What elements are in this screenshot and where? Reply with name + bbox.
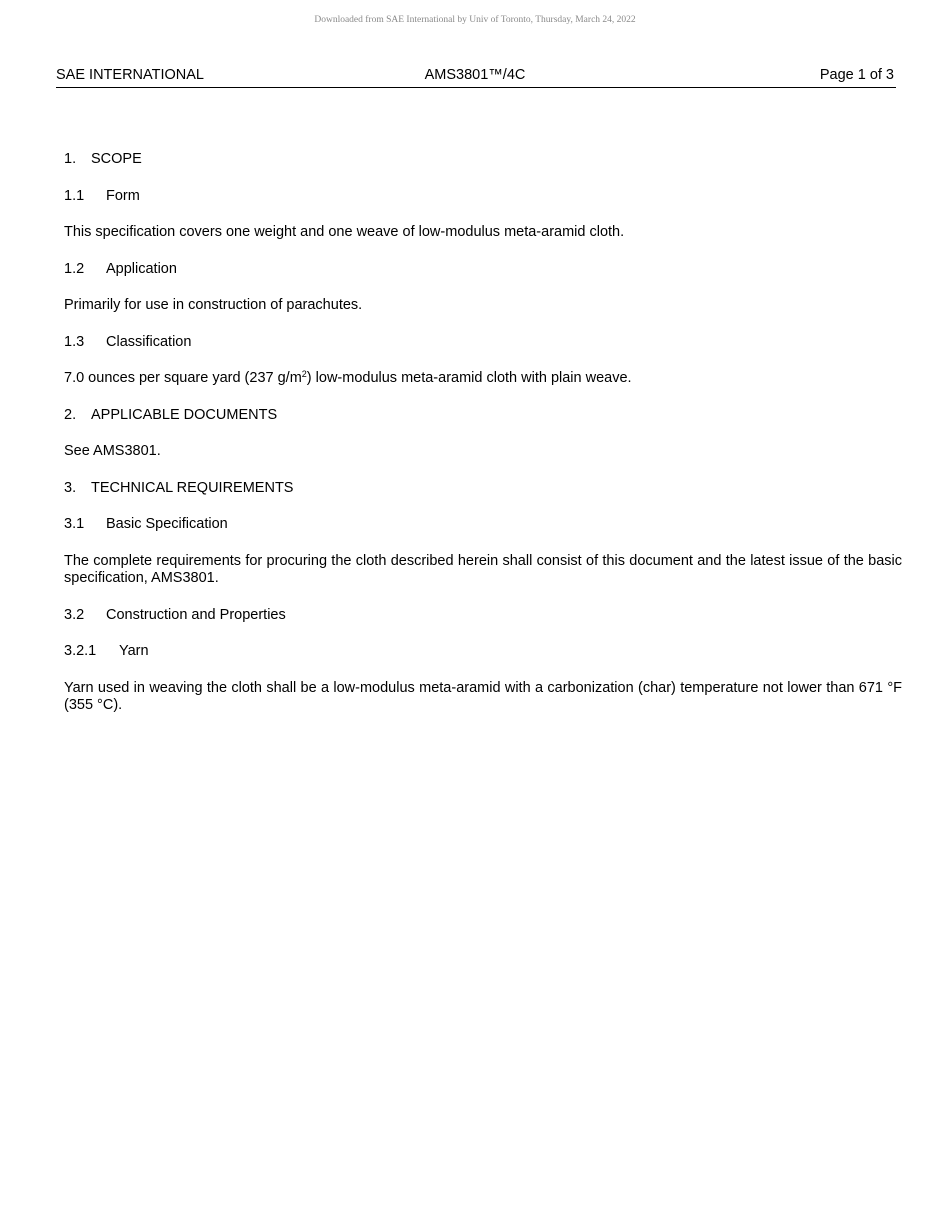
section-title: Classification [106, 333, 192, 350]
paragraph-form: This specification covers one weight and one weave of low-modulus meta-aramid cloth. [64, 224, 625, 240]
section-heading-yarn [64, 643, 902, 661]
document-number: AMS3801™/4C [424, 67, 526, 83]
section-number: 1.3 [64, 333, 85, 350]
superscript-exponent: 2 [301, 369, 307, 379]
section-heading-technical-requirements [64, 480, 902, 498]
publisher-name: SAE INTERNATIONAL [56, 67, 204, 83]
page-number: Page 1 of 3 [819, 67, 894, 83]
paragraph-application: Primarily for use in construction of parachutes. [64, 297, 363, 313]
section-heading-classification [64, 334, 902, 352]
paragraph-applicable-documents: See AMS3801. [64, 443, 161, 459]
section-number: 1.1 [64, 187, 85, 204]
paragraph-basic-specification: The complete requirements for procuring the cloth described herein shall consist of this document and the latest issue of the basic specification, AMS3801. [64, 552, 902, 586]
section-title: Yarn [119, 643, 149, 659]
section-title: Basic Specification [106, 516, 228, 532]
section-heading-form [64, 188, 902, 206]
section-number: 3.2 [64, 606, 85, 623]
download-watermark: Downloaded from SAE International by Univ of Toronto, Thursday, March 24, 2022 [314, 15, 636, 25]
classification-text-start: 7.0 ounces per square yard (237 g/m [64, 370, 302, 386]
section-heading-basic-specification [64, 516, 902, 534]
section-title: APPLICABLE DOCUMENTS [91, 406, 278, 423]
section-heading-construction-properties [64, 607, 902, 625]
section-title: Form [106, 187, 140, 204]
section-heading-applicable-documents [64, 407, 902, 425]
section-heading-scope [64, 151, 902, 169]
section-number: 1. [64, 151, 77, 167]
section-title: SCOPE [91, 151, 142, 167]
section-number: 1.2 [64, 260, 85, 277]
section-title: TECHNICAL REQUIREMENTS [91, 479, 294, 496]
page-header [56, 67, 896, 88]
section-title: Construction and Properties [106, 606, 286, 623]
section-number: 3.1 [64, 516, 85, 532]
document-body [64, 151, 902, 734]
section-title: Application [106, 260, 177, 277]
paragraph-yarn: Yarn used in weaving the cloth shall be a low-modulus meta-aramid with a carbonization (char) temperature not lower than 671 °F (355 °C). [64, 679, 902, 713]
section-number: 3.2.1 [64, 643, 97, 659]
section-number: 3. [64, 479, 77, 496]
section-heading-application [64, 261, 902, 279]
classification-text-end: ) low-modulus meta-aramid cloth with plain weave. [306, 370, 632, 386]
paragraph-classification [64, 370, 902, 388]
section-number: 2. [64, 406, 77, 423]
